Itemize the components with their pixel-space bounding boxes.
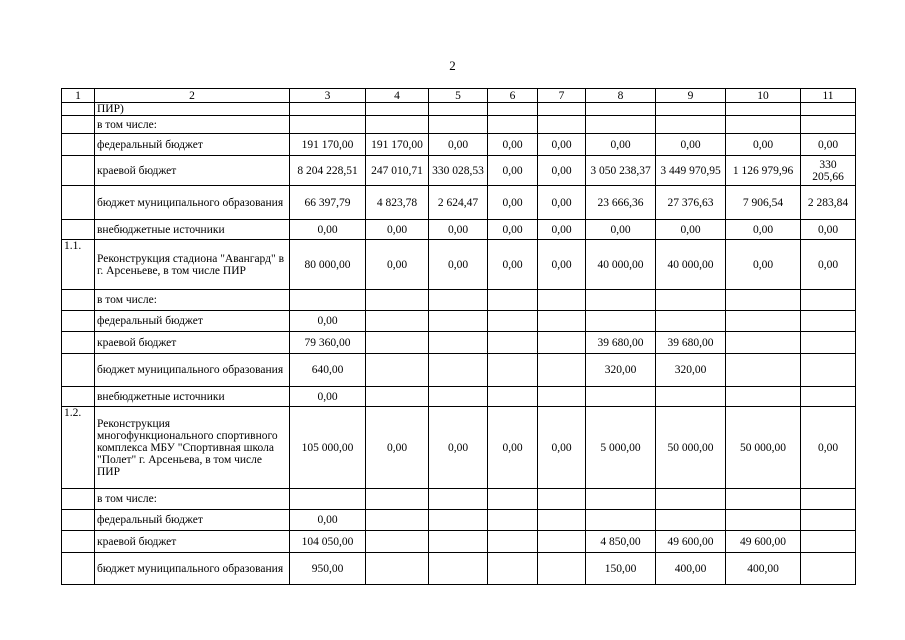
value-cell bbox=[801, 387, 856, 407]
value-cell bbox=[429, 290, 488, 311]
column-number: 6 bbox=[488, 89, 538, 103]
value-cell bbox=[429, 387, 488, 407]
value-cell bbox=[429, 311, 488, 332]
value-cell: 0,00 bbox=[366, 220, 429, 240]
value-cell: 0,00 bbox=[801, 407, 856, 489]
column-number: 5 bbox=[429, 89, 488, 103]
value-cell: 0,00 bbox=[586, 134, 656, 156]
value-cell bbox=[488, 116, 538, 134]
value-cell bbox=[290, 290, 366, 311]
value-cell bbox=[366, 531, 429, 553]
row-index: 1.1. bbox=[62, 240, 95, 290]
value-cell: 40 000,00 bbox=[656, 240, 726, 290]
value-cell bbox=[488, 531, 538, 553]
value-cell: 640,00 bbox=[290, 354, 366, 387]
page-number: 2 bbox=[449, 58, 456, 73]
value-cell: 191 170,00 bbox=[290, 134, 366, 156]
value-cell: 950,00 bbox=[290, 553, 366, 585]
value-cell bbox=[801, 553, 856, 585]
value-cell bbox=[429, 531, 488, 553]
row-index bbox=[62, 134, 95, 156]
value-cell: 400,00 bbox=[656, 553, 726, 585]
column-number: 2 bbox=[95, 89, 290, 103]
value-cell bbox=[366, 332, 429, 354]
value-cell bbox=[586, 510, 656, 531]
row-index bbox=[62, 156, 95, 186]
row-index bbox=[62, 186, 95, 220]
value-cell bbox=[366, 290, 429, 311]
value-cell: 7 906,54 bbox=[726, 186, 801, 220]
value-cell bbox=[801, 116, 856, 134]
table-row bbox=[62, 116, 856, 134]
row-name: бюджет муниципального образования bbox=[95, 553, 290, 585]
value-cell bbox=[488, 510, 538, 531]
value-cell bbox=[726, 354, 801, 387]
value-cell bbox=[290, 489, 366, 510]
value-cell bbox=[726, 489, 801, 510]
value-cell bbox=[429, 489, 488, 510]
value-cell bbox=[726, 103, 801, 116]
value-cell bbox=[656, 290, 726, 311]
table-row bbox=[62, 387, 856, 407]
table-row bbox=[62, 186, 856, 220]
value-cell bbox=[801, 103, 856, 116]
row-name: в том числе: bbox=[95, 489, 290, 510]
value-cell: 5 000,00 bbox=[586, 407, 656, 489]
value-cell: 0,00 bbox=[801, 134, 856, 156]
value-cell bbox=[801, 290, 856, 311]
value-cell: 191 170,00 bbox=[366, 134, 429, 156]
value-cell bbox=[429, 116, 488, 134]
row-index bbox=[62, 510, 95, 531]
header-row bbox=[62, 89, 856, 103]
value-cell bbox=[586, 103, 656, 116]
column-number: 4 bbox=[366, 89, 429, 103]
column-number: 10 bbox=[726, 89, 801, 103]
row-name: федеральный бюджет bbox=[95, 311, 290, 332]
value-cell: 105 000,00 bbox=[290, 407, 366, 489]
value-cell: 4 823,78 bbox=[366, 186, 429, 220]
value-cell: 0,00 bbox=[488, 134, 538, 156]
budget-table bbox=[61, 88, 856, 585]
row-name: Реконструкция многофункционального спортивного комплекса МБУ "Спортивная школа "Полет" г. Арсеньева, в том числе ПИР bbox=[95, 407, 290, 489]
value-cell: 8 204 228,51 bbox=[290, 156, 366, 186]
value-cell bbox=[801, 510, 856, 531]
value-cell bbox=[290, 103, 366, 116]
row-name: в том числе: bbox=[95, 116, 290, 134]
value-cell: 0,00 bbox=[586, 220, 656, 240]
value-cell: 0,00 bbox=[538, 407, 586, 489]
value-cell bbox=[726, 387, 801, 407]
value-cell: 104 050,00 bbox=[290, 531, 366, 553]
value-cell bbox=[656, 103, 726, 116]
row-name: Реконструкция стадиона "Авангард" в г. Арсеньеве, в том числе ПИР bbox=[95, 240, 290, 290]
value-cell bbox=[429, 354, 488, 387]
value-cell: 80 000,00 bbox=[290, 240, 366, 290]
row-index bbox=[62, 290, 95, 311]
value-cell bbox=[488, 311, 538, 332]
value-cell bbox=[656, 489, 726, 510]
row-index bbox=[62, 387, 95, 407]
value-cell: 27 376,63 bbox=[656, 186, 726, 220]
row-name: федеральный бюджет bbox=[95, 510, 290, 531]
value-cell: 0,00 bbox=[801, 220, 856, 240]
value-cell: 40 000,00 bbox=[586, 240, 656, 290]
value-cell: 23 666,36 bbox=[586, 186, 656, 220]
table-row bbox=[62, 220, 856, 240]
value-cell: 320,00 bbox=[656, 354, 726, 387]
row-name: бюджет муниципального образования bbox=[95, 354, 290, 387]
table-row bbox=[62, 407, 856, 489]
column-number: 8 bbox=[586, 89, 656, 103]
value-cell bbox=[586, 290, 656, 311]
value-cell: 66 397,79 bbox=[290, 186, 366, 220]
value-cell bbox=[538, 531, 586, 553]
value-cell bbox=[726, 116, 801, 134]
value-cell bbox=[538, 354, 586, 387]
value-cell: 49 600,00 bbox=[656, 531, 726, 553]
value-cell: 0,00 bbox=[538, 156, 586, 186]
value-cell bbox=[366, 387, 429, 407]
row-name: в том числе: bbox=[95, 290, 290, 311]
value-cell bbox=[538, 387, 586, 407]
value-cell bbox=[538, 510, 586, 531]
value-cell bbox=[726, 510, 801, 531]
value-cell bbox=[538, 553, 586, 585]
value-cell bbox=[429, 103, 488, 116]
value-cell: 0,00 bbox=[290, 387, 366, 407]
row-index bbox=[62, 103, 95, 116]
value-cell: 0,00 bbox=[429, 407, 488, 489]
value-cell: 0,00 bbox=[366, 407, 429, 489]
value-cell bbox=[586, 387, 656, 407]
value-cell: 3 050 238,37 bbox=[586, 156, 656, 186]
table-row bbox=[62, 156, 856, 186]
value-cell: 0,00 bbox=[366, 240, 429, 290]
value-cell bbox=[538, 311, 586, 332]
value-cell bbox=[586, 116, 656, 134]
row-index bbox=[62, 332, 95, 354]
row-index bbox=[62, 311, 95, 332]
row-index: 1.2. bbox=[62, 407, 95, 489]
value-cell: 3 449 970,95 bbox=[656, 156, 726, 186]
row-name: внебюджетные источники bbox=[95, 387, 290, 407]
value-cell: 0,00 bbox=[488, 220, 538, 240]
value-cell: 330 205,66 bbox=[801, 156, 856, 186]
table-row bbox=[62, 134, 856, 156]
value-cell bbox=[366, 489, 429, 510]
column-number: 11 bbox=[801, 89, 856, 103]
value-cell: 50 000,00 bbox=[656, 407, 726, 489]
row-name: федеральный бюджет bbox=[95, 134, 290, 156]
value-cell: 0,00 bbox=[488, 240, 538, 290]
value-cell: 0,00 bbox=[726, 134, 801, 156]
value-cell: 0,00 bbox=[290, 311, 366, 332]
table-row bbox=[62, 531, 856, 553]
row-index bbox=[62, 116, 95, 134]
value-cell bbox=[586, 311, 656, 332]
row-name: краевой бюджет bbox=[95, 156, 290, 186]
value-cell: 39 680,00 bbox=[586, 332, 656, 354]
column-number: 3 bbox=[290, 89, 366, 103]
value-cell: 4 850,00 bbox=[586, 531, 656, 553]
value-cell: 0,00 bbox=[488, 186, 538, 220]
value-cell: 0,00 bbox=[538, 220, 586, 240]
value-cell: 320,00 bbox=[586, 354, 656, 387]
value-cell: 0,00 bbox=[488, 156, 538, 186]
value-cell bbox=[726, 311, 801, 332]
value-cell bbox=[656, 387, 726, 407]
row-name: краевой бюджет bbox=[95, 531, 290, 553]
value-cell bbox=[366, 116, 429, 134]
value-cell: 0,00 bbox=[538, 240, 586, 290]
value-cell bbox=[290, 116, 366, 134]
value-cell bbox=[488, 354, 538, 387]
value-cell: 0,00 bbox=[488, 407, 538, 489]
value-cell: 0,00 bbox=[290, 510, 366, 531]
value-cell bbox=[656, 510, 726, 531]
value-cell: 150,00 bbox=[586, 553, 656, 585]
value-cell: 50 000,00 bbox=[726, 407, 801, 489]
value-cell bbox=[488, 103, 538, 116]
value-cell: 0,00 bbox=[538, 186, 586, 220]
table-row bbox=[62, 240, 856, 290]
value-cell bbox=[801, 489, 856, 510]
table-row bbox=[62, 489, 856, 510]
value-cell: 400,00 bbox=[726, 553, 801, 585]
value-cell bbox=[429, 332, 488, 354]
value-cell: 0,00 bbox=[656, 220, 726, 240]
value-cell: 0,00 bbox=[538, 134, 586, 156]
table-row bbox=[62, 510, 856, 531]
value-cell bbox=[726, 290, 801, 311]
value-cell: 39 680,00 bbox=[656, 332, 726, 354]
row-index bbox=[62, 220, 95, 240]
column-number: 1 bbox=[62, 89, 95, 103]
row-index bbox=[62, 531, 95, 553]
value-cell bbox=[429, 510, 488, 531]
value-cell bbox=[488, 387, 538, 407]
value-cell bbox=[801, 311, 856, 332]
value-cell: 247 010,71 bbox=[366, 156, 429, 186]
value-cell: 0,00 bbox=[429, 134, 488, 156]
value-cell: 330 028,53 bbox=[429, 156, 488, 186]
value-cell: 49 600,00 bbox=[726, 531, 801, 553]
value-cell bbox=[801, 354, 856, 387]
row-name: ПИР) bbox=[95, 103, 290, 116]
row-index bbox=[62, 553, 95, 585]
row-name: краевой бюджет bbox=[95, 332, 290, 354]
row-index bbox=[62, 489, 95, 510]
value-cell: 2 624,47 bbox=[429, 186, 488, 220]
value-cell bbox=[801, 531, 856, 553]
value-cell bbox=[366, 510, 429, 531]
value-cell bbox=[488, 489, 538, 510]
value-cell bbox=[366, 553, 429, 585]
value-cell: 0,00 bbox=[656, 134, 726, 156]
column-number: 7 bbox=[538, 89, 586, 103]
table-row bbox=[62, 103, 856, 116]
value-cell bbox=[488, 332, 538, 354]
value-cell: 1 126 979,96 bbox=[726, 156, 801, 186]
value-cell bbox=[538, 290, 586, 311]
column-number: 9 bbox=[656, 89, 726, 103]
value-cell bbox=[366, 103, 429, 116]
value-cell bbox=[488, 290, 538, 311]
value-cell bbox=[656, 311, 726, 332]
row-index bbox=[62, 354, 95, 387]
value-cell: 0,00 bbox=[726, 220, 801, 240]
table-row bbox=[62, 354, 856, 387]
table-row bbox=[62, 553, 856, 585]
value-cell bbox=[488, 553, 538, 585]
value-cell: 79 360,00 bbox=[290, 332, 366, 354]
value-cell bbox=[538, 332, 586, 354]
value-cell bbox=[538, 116, 586, 134]
table-row bbox=[62, 311, 856, 332]
value-cell: 0,00 bbox=[429, 240, 488, 290]
table-row bbox=[62, 290, 856, 311]
value-cell bbox=[586, 489, 656, 510]
value-cell: 0,00 bbox=[290, 220, 366, 240]
value-cell: 2 283,84 bbox=[801, 186, 856, 220]
value-cell: 0,00 bbox=[801, 240, 856, 290]
value-cell: 0,00 bbox=[429, 220, 488, 240]
value-cell bbox=[656, 116, 726, 134]
table-row bbox=[62, 332, 856, 354]
value-cell bbox=[429, 553, 488, 585]
row-name: внебюджетные источники bbox=[95, 220, 290, 240]
value-cell bbox=[801, 332, 856, 354]
value-cell bbox=[366, 311, 429, 332]
row-name: бюджет муниципального образования bbox=[95, 186, 290, 220]
value-cell bbox=[726, 332, 801, 354]
value-cell bbox=[538, 489, 586, 510]
value-cell bbox=[366, 354, 429, 387]
value-cell: 0,00 bbox=[726, 240, 801, 290]
value-cell bbox=[538, 103, 586, 116]
